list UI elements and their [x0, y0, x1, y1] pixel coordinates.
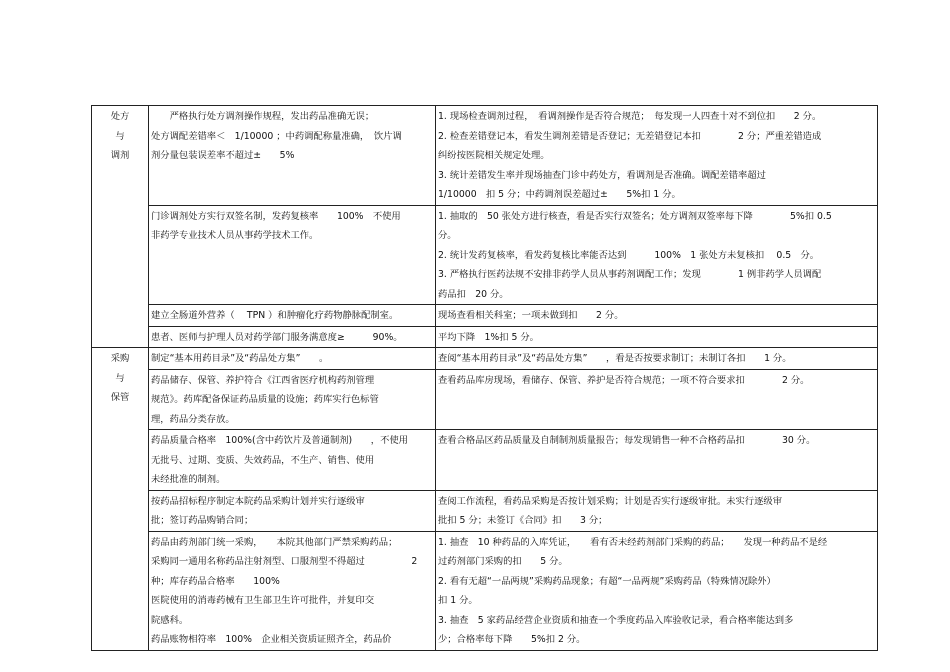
requirement-text-line: 制定“基本用药目录”及“药品处方集” 。 — [151, 353, 329, 364]
category-cell — [92, 348, 149, 651]
requirement-text-line: 处方调配差错率＜ 1/10000 ；中药调配称量准确， 饮片调 — [151, 130, 402, 142]
requirement-text-line: 无批号、过期、变质、失效药品，不生产、销售、使用 — [151, 454, 375, 466]
table-row — [92, 305, 878, 327]
standard-text-line: 过药剂部门采购的扣 5 分。 — [438, 556, 568, 567]
standard-text-line: 2. 统计发药复核率，看发药复核比率能否达到 100% 1 张处方未复核扣 0.5 分。 — [438, 249, 820, 261]
standard-text-line: 现场查看相关科室；一项未做到扣 2 分。 — [438, 310, 624, 321]
requirement-text-line: 非药学专业技术人员从事药学技术工作。 — [151, 230, 319, 241]
requirement-cell — [149, 369, 436, 430]
standard-cell — [436, 106, 878, 206]
standard-text-line: 3. 统计差错发生率并现场抽查门诊中药处方，看调剂是否准确。调配差错率超过 — [438, 169, 766, 181]
category-label: 保管 — [110, 392, 130, 403]
requirement-text-line: 患者、医师与护理人员对药学部门服务满意度≥ 90%。 — [151, 331, 403, 343]
requirement-cell — [149, 348, 436, 370]
standard-text-line: 1/10000 扣 5 分；中药调剂误差超过± 5%扣 1 分。 — [438, 189, 681, 200]
standard-text-line: 1. 现场检查调剂过程， 看调剂操作是否符合规范； 每发现一人四查十对不到位扣 2 分。 — [438, 111, 822, 122]
requirement-text-line: 药品由药剂部门统一采购， 本院其他部门严禁采购药品； — [151, 536, 398, 548]
standard-text-line: 扣 1 分。 — [438, 595, 478, 606]
standard-text-line: 批扣 5 分；未签订《合同》扣 3 分； — [438, 515, 608, 526]
category-label: 处方 — [110, 111, 130, 122]
category-label: 调剂 — [110, 150, 130, 161]
inspection-criteria-table — [91, 105, 878, 651]
table-row — [92, 490, 878, 531]
requirement-cell — [149, 430, 436, 491]
requirement-text-line: 理，药品分类存放。 — [151, 413, 235, 425]
standard-cell — [436, 305, 878, 327]
standard-text-line: 平均下降 1%扣 5 分。 — [438, 331, 539, 343]
requirement-cell — [149, 305, 436, 327]
standard-text-line: 少；合格率每下降 5%扣 2 分。 — [438, 634, 586, 645]
standard-cell — [436, 205, 878, 305]
standard-cell — [436, 531, 878, 650]
requirement-text-line: 严格执行处方调剂操作规程，发出药品准确无误； — [151, 111, 375, 122]
table-row — [92, 326, 878, 348]
standard-cell — [436, 326, 878, 348]
table-row — [92, 531, 878, 650]
standard-text-line: 1. 抽取的 50 张处方进行核查，看是否实行双签名；处方调剂双签率每下降 5%扣 0.5 — [438, 210, 832, 222]
standard-text-line: 3. 严格执行医药法规不安排非药学人员从事药剂调配工作；发现 1 例非药学人员调配 — [438, 269, 822, 280]
table-row — [92, 430, 878, 491]
standard-cell — [436, 490, 878, 531]
standard-text-line: 查看合格品区药品质量及自制制剂质量报告；每发现销售一种不合格药品扣 30 分。 — [438, 435, 816, 446]
requirement-text-line: 按药品招标程序制定本院药品采购计划并实行逐级审 — [151, 495, 365, 507]
standard-text-line: 1. 抽查 10 种药品的入库凭证， 看有否未经药剂部门采购的药品； 发现一种药品不是经 — [438, 536, 828, 548]
requirement-text-line: 医院使用的消毒药械有卫生部卫生许可批件，并复印交 — [151, 595, 375, 606]
standard-text-line: 纠纷按医院相关规定处理。 — [438, 150, 550, 161]
standard-cell — [436, 430, 878, 491]
category-label: 与 — [115, 130, 125, 142]
table-body — [92, 106, 878, 651]
requirement-text-line: 门诊调剂处方实行双签名制，发药复核率 100% 不使用 — [151, 210, 401, 222]
requirement-text-line: 药品账物相符率 100% 企业相关资质证照齐全，药品价 — [151, 634, 392, 645]
requirement-text-line: 院感科。 — [151, 614, 189, 626]
standard-text-line: 药品扣 20 分。 — [438, 288, 509, 300]
requirement-text-line: 采购同一通用名称药品注射剂型、口服剂型不得超过 2 — [151, 556, 418, 567]
standard-cell — [436, 369, 878, 430]
requirement-text-line: 建立全肠道外营养（ TPN ）和肿瘤化疗药物静脉配制室。 — [151, 310, 399, 321]
standard-text-line: 分。 — [438, 230, 457, 241]
requirement-text-line: 药品质量合格率 100%(含中药饮片及普通制剂) ，不使用 — [151, 435, 408, 446]
requirement-text-line: 批；签订药品购销合同； — [151, 515, 254, 526]
category-cell — [92, 106, 149, 348]
category-label: 采购 — [110, 353, 130, 364]
requirement-text-line: 剂分量包装误差率不超过± 5% — [151, 150, 295, 161]
standard-text-line: 查看药品库房现场，看储存、保管、养护是否符合规范；一项不符合要求扣 2 分。 — [438, 374, 810, 386]
standard-cell — [436, 348, 878, 370]
requirement-text-line: 规范》。药库配备保证药品质量的设施；药库实行色标管 — [151, 394, 379, 405]
table-row — [92, 106, 878, 206]
requirement-cell — [149, 106, 436, 206]
requirement-cell — [149, 205, 436, 305]
standard-text-line: 查阅“基本用药目录”及“药品处方集” ，看是否按要求制订；未制订各扣 1 分。 — [438, 353, 792, 364]
requirement-text-line: 种；库存药品合格率 100% — [151, 575, 280, 587]
requirement-text-line: 药品储存、保管、养护符合《江西省医疗机构药剂管理 — [151, 374, 375, 386]
category-label: 与 — [115, 372, 125, 384]
table-row — [92, 348, 878, 370]
table-row — [92, 205, 878, 305]
requirement-cell — [149, 531, 436, 650]
standard-text-line: 3. 抽查 5 家药品经营企业资质和抽查一个季度药品入库验收记录，看合格率能达到多 — [438, 614, 794, 626]
requirement-cell — [149, 326, 436, 348]
requirement-text-line: 未经批准的制剂。 — [151, 474, 226, 485]
standard-text-line: 查阅工作流程，看药品采购是否按计划采购；计划是否实行逐级审批。未实行逐级审 — [438, 495, 782, 507]
table-row — [92, 369, 878, 430]
standard-text-line: 2. 检查差错登记本，看发生调剂差错是否登记；无差错登记本扣 2 分；严重差错造成 — [438, 130, 822, 142]
requirement-cell — [149, 490, 436, 531]
standard-text-line: 2. 看有无超“一品两规”采购药品现象；有超“一品两规”采购药品（特殊情况除外） — [438, 575, 776, 587]
